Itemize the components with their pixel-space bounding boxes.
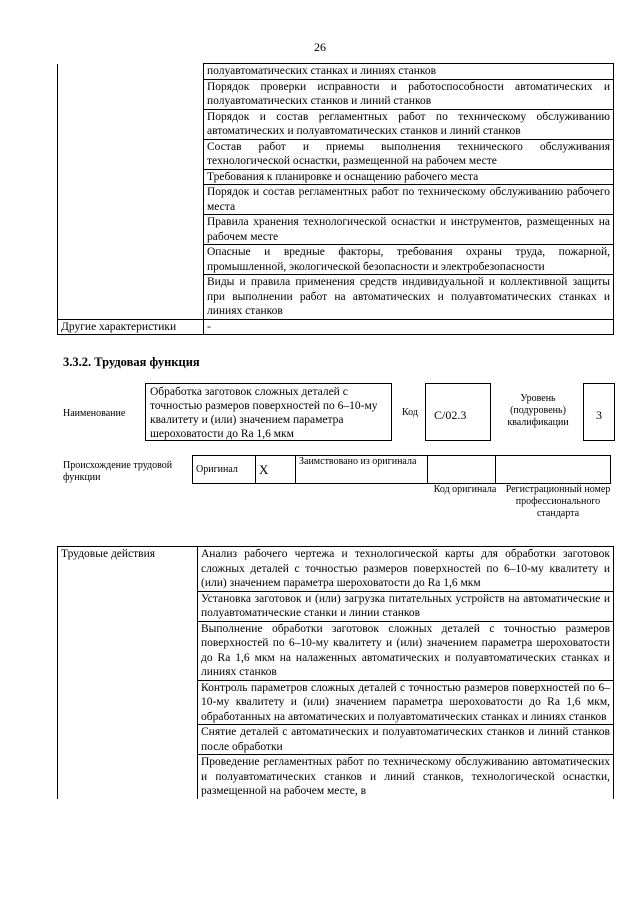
- knowledge-item: Виды и правила применения средств индивидуальной и коллективной защиты при выполнении работ на автоматических и полуавтоматических станках и линиях станков: [204, 275, 614, 320]
- knowledge-item: Правила хранения технологической оснастки и инструментов, размещенных на рабочем месте: [204, 215, 614, 245]
- knowledge-item: Опасные и вредные факторы, требования охраны труда, пожарной, промышленной, экологической безопасности и электробезопасности: [204, 245, 614, 275]
- code-label: Код: [402, 407, 418, 418]
- table-row: [58, 319, 614, 335]
- knowledge-item: Порядок и состав регламентных работ по техническому обслуживанию рабочего места: [204, 185, 614, 215]
- function-level: 3: [583, 383, 615, 441]
- knowledge-item: Требования к планировке и оснащению рабочего места: [204, 169, 614, 185]
- actions-label: Трудовые действия: [58, 547, 198, 799]
- actions-table: [57, 546, 614, 799]
- reg-number-cell: [496, 456, 611, 484]
- other-characteristics-value: -: [204, 319, 614, 335]
- table-row: [58, 547, 614, 592]
- knowledge-item: полуавтоматических станках и линиях станков: [204, 64, 614, 80]
- knowledge-label-cell: [58, 64, 204, 320]
- action-item: Контроль параметров сложных деталей с точностью размеров поверхностей по 6–10-му квалитету и (или) значением параметра шероховатости до Ra 1,6 мкм, обработанных на автоматических и полуавтоматических станках и линиях станков: [198, 680, 614, 725]
- original-label: Оригинал: [193, 456, 256, 484]
- table-row: [58, 64, 614, 80]
- knowledge-item: Порядок проверки исправности и работоспособности автоматических и полуавтоматических станков и линий станков: [204, 79, 614, 109]
- knowledge-item: Состав работ и приемы выполнения технического обслуживания технологической оснастки, размещенной на рабочем месте: [204, 139, 614, 169]
- action-item: Снятие деталей с автоматических и полуавтоматических станков и линий станков после обработки: [198, 725, 614, 755]
- knowledge-item: Порядок и состав регламентных работ по техническому обслуживанию автоматических и полуавтоматических станков и линий станков: [204, 109, 614, 139]
- action-item: Выполнение обработки заготовок сложных деталей с точностью размеров поверхностей по 6–10-му квалитету и (или) значением параметра шероховатости до Ra 1,6 мкм на налаженных автоматических и полуавтоматических станках и линиях станков: [198, 621, 614, 680]
- knowledge-table: [57, 63, 614, 335]
- name-label: Наименование: [63, 408, 126, 419]
- reg-caption: Регистрационный номер профессионального стандарта: [505, 484, 611, 519]
- code-caption: Код оригинала: [433, 484, 497, 495]
- action-item: Проведение регламентных работ по техническому обслуживанию автоматических и полуавтоматических станков и линий станков, технологической оснастки, размещенной на рабочем месте, в: [198, 755, 614, 799]
- origin-table: [192, 455, 611, 484]
- function-name: Обработка заготовок сложных деталей с точностью размеров поверхностей по 6–10-му квалитету и (или) значением параметра шероховатости до Ra 1,6 мкм: [145, 383, 392, 441]
- borrowed-label: Заимствовано из оригинала: [296, 456, 428, 484]
- original-mark: X: [256, 456, 296, 484]
- other-characteristics-label: Другие характеристики: [58, 319, 204, 335]
- action-item: Анализ рабочего чертежа и технологической карты для обработки заготовок сложных деталей с точностью размеров поверхностей по 6–10-му квалитету и (или) значением параметра шероховатости до Ra 1,6 мкм: [198, 547, 614, 592]
- function-code: C/02.3: [425, 383, 491, 441]
- level-label: Уровень (подуровень) квалификации: [507, 393, 569, 428]
- action-item: Установка заготовок и (или) загрузка питательных устройств на автоматические и полуавтоматические станки и линии станков: [198, 591, 614, 621]
- section-title: 3.3.2. Трудовая функция: [63, 355, 200, 369]
- origin-label: Происхождение трудовой функции: [63, 460, 173, 483]
- table-row: [193, 456, 611, 484]
- page-number: 26: [314, 40, 326, 54]
- original-code-cell: [428, 456, 496, 484]
